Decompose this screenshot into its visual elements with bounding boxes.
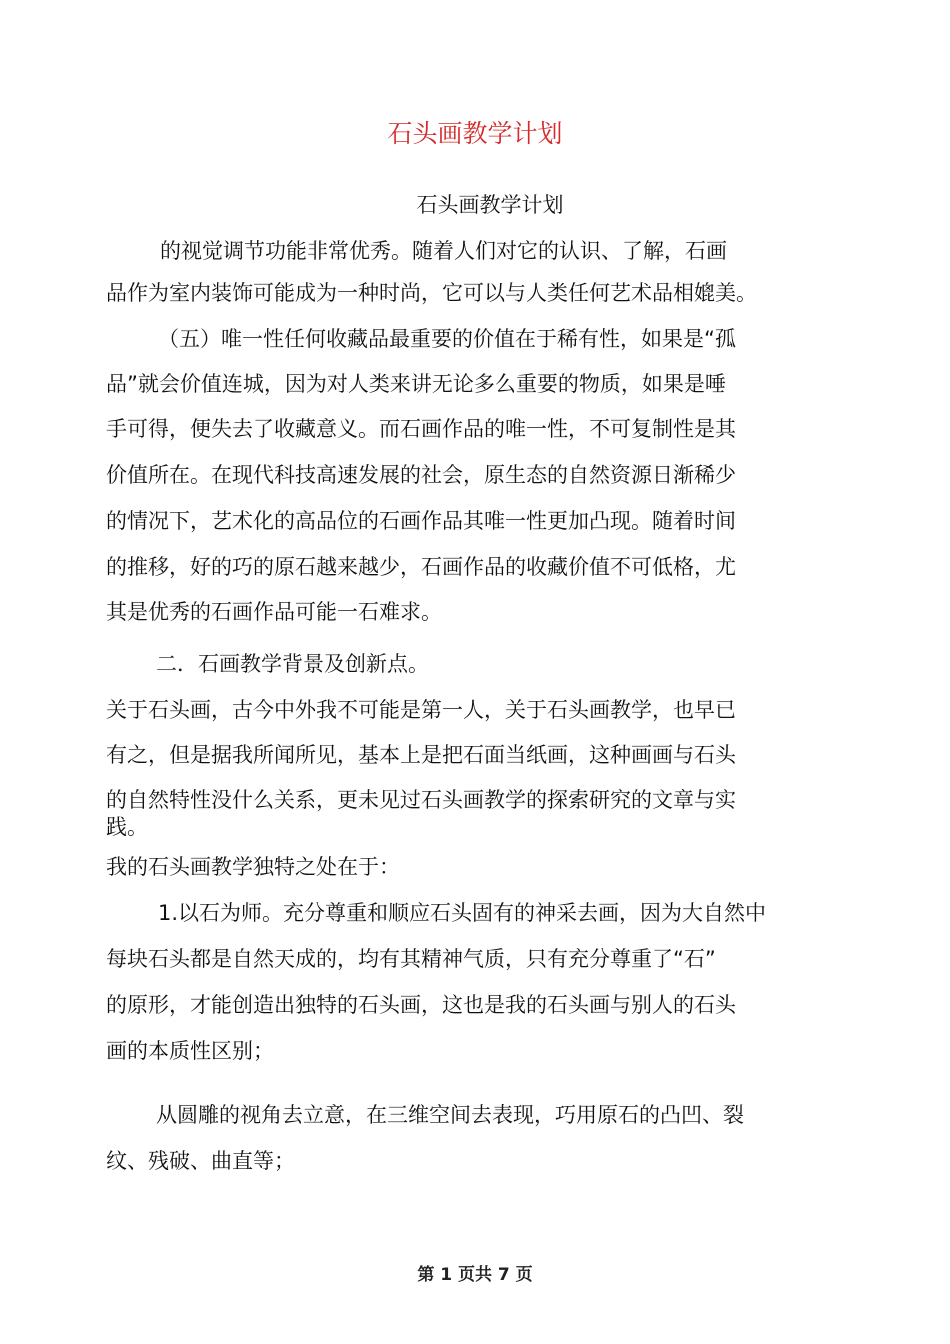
paragraph-line: 品”就会价值连城，因为对人类来讲无论多么重要的物质，如果是唾 — [106, 372, 726, 396]
paragraph-line: 的原形，才能创造出独特的石头画，这也是我的石头画与别人的石头 — [106, 993, 736, 1017]
page-number-footer: 第 1 页共 7 页 — [417, 1265, 533, 1285]
paragraph-line: 有之，但是据我所闻所见，基本上是把石面当纸画，这种画画与石头 — [106, 743, 736, 767]
paragraph-line: 1.以石为师。充分尊重和顺应石头固有的神采去画，因为大自然中 — [158, 901, 767, 925]
paragraph-line: 纹、残破、曲直等； — [106, 1149, 295, 1173]
paragraph-line: 的自然特性没什么关系，更未见过石头画教学的探索研究的文章与实 — [106, 788, 736, 812]
paragraph-line: 我的石头画教学独特之处在于： — [106, 855, 400, 879]
paragraph-line: （五）唯一性任何收藏品最重要的价值在于稀有性，如果是“孤 — [158, 327, 736, 351]
paragraph-line: 从圆雕的视角去立意，在三维空间去表现，巧用原石的凸凹、裂 — [156, 1103, 744, 1127]
paragraph-line: 关于石头画，古今中外我不可能是第一人，关于石头画教学，也早已 — [106, 698, 736, 722]
paragraph-line: 手可得，便失去了收藏意义。而石画作品的唯一性，不可复制性是其 — [106, 417, 736, 441]
section-heading: 二．石画教学背景及创新点。 — [156, 652, 429, 676]
paragraph-line: 每块石头都是自然天成的，均有其精神气质，只有充分尊重了“石” — [106, 947, 716, 971]
paragraph-line: 画的本质性区别； — [106, 1039, 274, 1063]
paragraph-line: 品作为室内装饰可能成为一种时尚，它可以与人类任何艺术品相媲美。 — [106, 281, 757, 305]
paragraph-line: 的情况下，艺术化的高品位的石画作品其唯一性更加凸现。随着时间 — [106, 509, 736, 533]
document-subtitle: 石头画教学计划 — [416, 193, 564, 217]
paragraph-line: 价值所在。在现代科技高速发展的社会，原生态的自然资源日渐稀少 — [106, 463, 736, 487]
document-title: 石头画教学计划 — [387, 119, 563, 148]
paragraph-line: 其是优秀的石画作品可能一石难求。 — [106, 600, 442, 624]
paragraph-line: 的视觉调节功能非常优秀。随着人们对它的认识、了解，石画 — [160, 239, 727, 263]
paragraph-line: 的推移，好的巧的原石越来越少，石画作品的收藏价值不可低格，尤 — [106, 555, 736, 579]
paragraph-line: 践。 — [106, 815, 148, 839]
